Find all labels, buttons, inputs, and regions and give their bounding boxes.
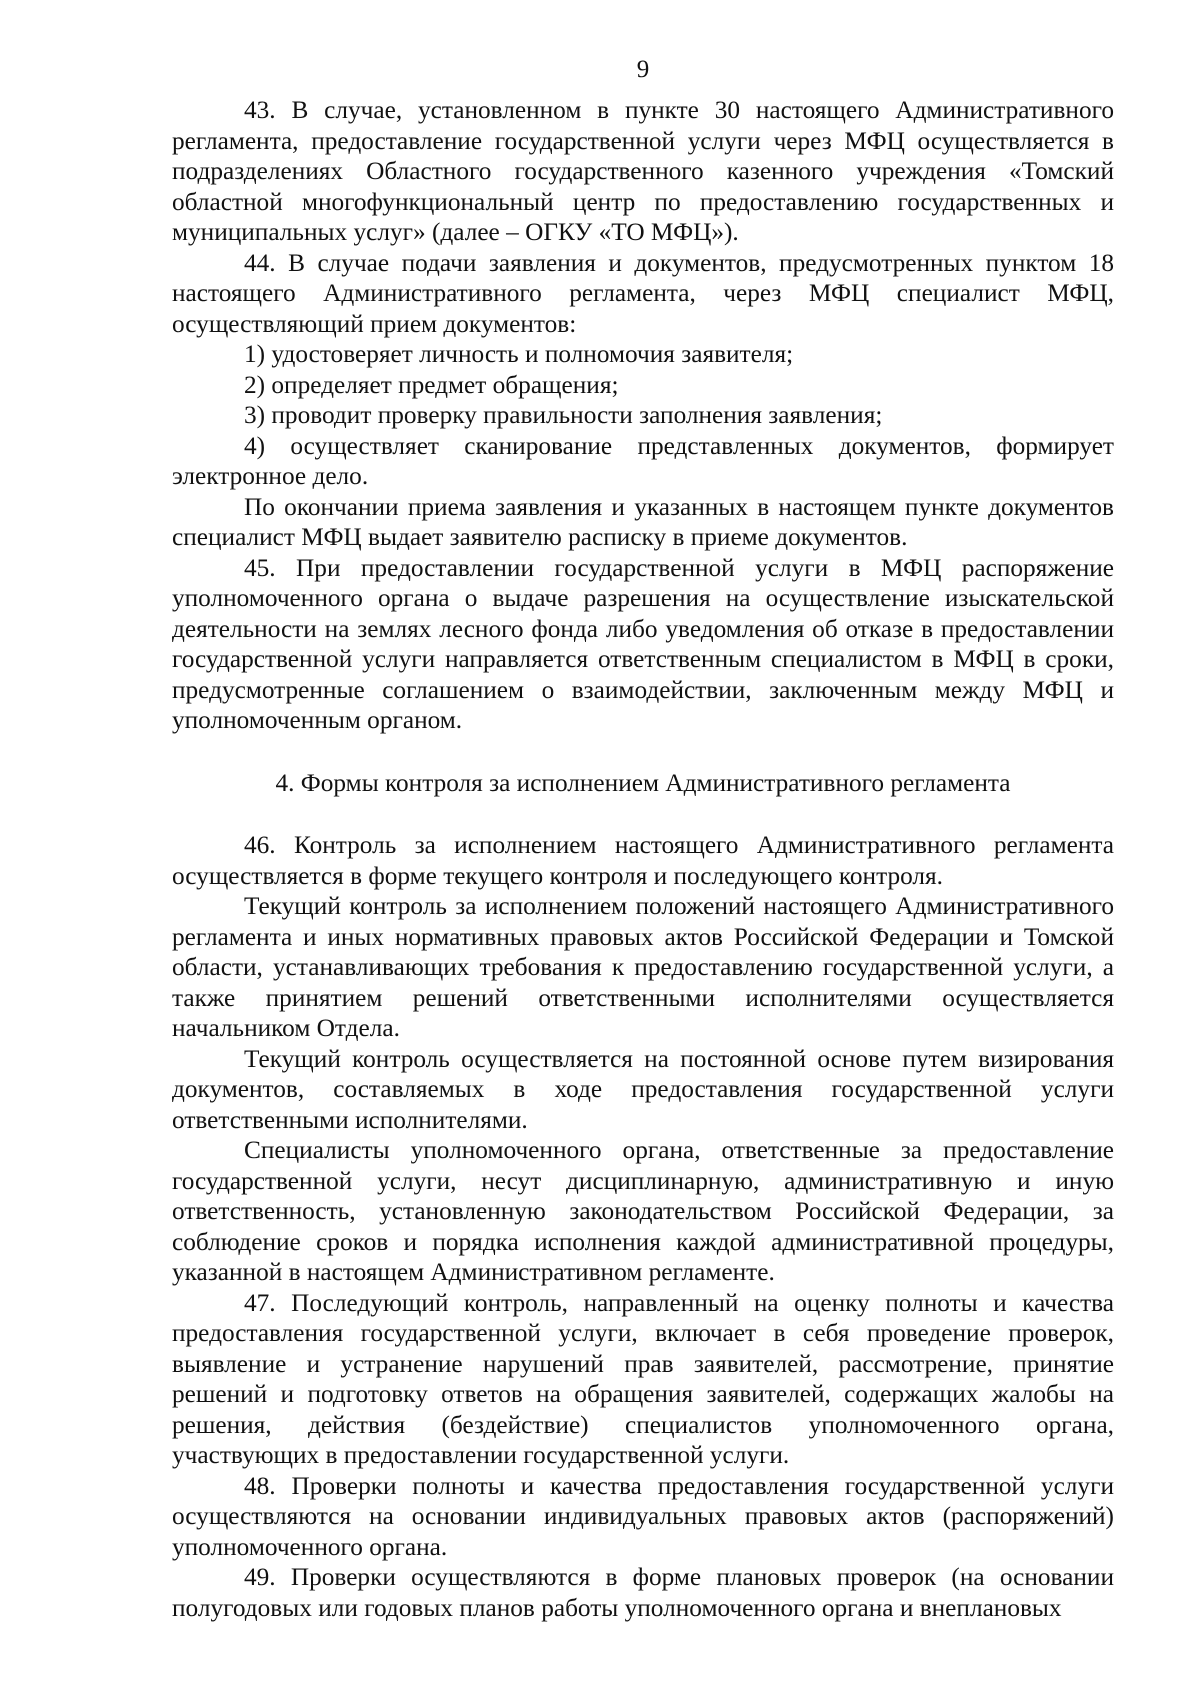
list-item-2: 2) определяет предмет обращения; [244, 370, 619, 399]
paragraph-current-control-basis: Текущий контроль осуществляется на постоянной основе путем визирования документов, составляемых в ходе предоставления государственной услуги ответственными исполнителями. [172, 1044, 1114, 1134]
section-heading: 4. Формы контроля за исполнением Административного регламента [275, 768, 1011, 797]
paragraph-43: 43. В случае, установленном в пункте 30 настоящего Административного регламента, предоставление государственной услуги через МФЦ осуществляется в подразделениях Областного государственного казенного учреждения «Томский областной многофункциональный центр по предоставлению государственных и муниципальных услуг» (далее – ОГКУ «ТО МФЦ»). [172, 96, 1114, 246]
paragraph-responsibility: Специалисты уполномоченного органа, ответственные за предоставление государственной услуги, несут дисциплинарную, административную и иную ответственность, установленную законодательством Российской Федерации, за соблюдение сроков и порядка исполнения каждой административной процедуры, указанной в настоящем Административном регламенте. [172, 1136, 1114, 1286]
paragraph-48: 48. Проверки полноты и качества предоставления государственной услуги осуществляются на основании индивидуальных правовых актов (распоряжений) уполномоченного органа. [172, 1471, 1114, 1561]
paragraph-45: 45. При предоставлении государственной услуги в МФЦ распоряжение уполномоченного органа о выдаче разрешения на осуществление изыскательской деятельности на землях лесного фонда либо уведомления об отказе в предоставлении государственной услуги направляется ответственным специалистом в МФЦ в сроки, предусмотренные соглашением о взаимодействии, заключенным между МФЦ и уполномоченным органом. [172, 553, 1114, 734]
paragraph-44: 44. В случае подачи заявления и документов, предусмотренных пунктом 18 настоящего Административного регламента, через МФЦ специалист МФЦ, осуществляющий прием документов: [172, 248, 1114, 338]
document-page [172, 55, 1114, 1623]
paragraph-46: 46. Контроль за исполнением настоящего Административного регламента осуществляется в форме текущего контроля и последующего контроля. [172, 831, 1114, 890]
list-item-3: 3) проводит проверку правильности заполнения заявления; [244, 401, 883, 429]
paragraph-47: 47. Последующий контроль, направленный на оценку полноты и качества предоставления государственной услуги, включает в себя проведение проверок, выявление и устранение нарушений прав заявителей, рассмотрение, принятие решений и подготовку ответов на обращения заявителей, содержащих жалобы на решения, действия (бездействие) специалистов уполномоченного органа, участвующих в предоставлении государственной услуги. [172, 1288, 1114, 1469]
page-number: 9 [636, 56, 650, 83]
paragraph-current-control: Текущий контроль за исполнением положений настоящего Административного регламента и иных нормативных правовых актов Российской Федерации и Томской области, устанавливающих требования к предоставлению государственной услуги, а также принятием решений ответственными исполнителями осуществляется начальником Отдела. [172, 892, 1114, 1042]
list-item-4: 4) осуществляет сканирование представленных документов, формирует электронное дело. [172, 431, 1114, 490]
paragraph-receipt: По окончании приема заявления и указанных в настоящем пункте документов специалист МФЦ выдает заявителю расписку в приеме документов. [172, 492, 1114, 551]
paragraph-49: 49. Проверки осуществляются в форме плановых проверок (на основании полугодовых или годовых планов работы уполномоченного органа и внеплановых [172, 1563, 1114, 1622]
list-item-1: 1) удостоверяет личность и полномочия заявителя; [244, 340, 794, 368]
